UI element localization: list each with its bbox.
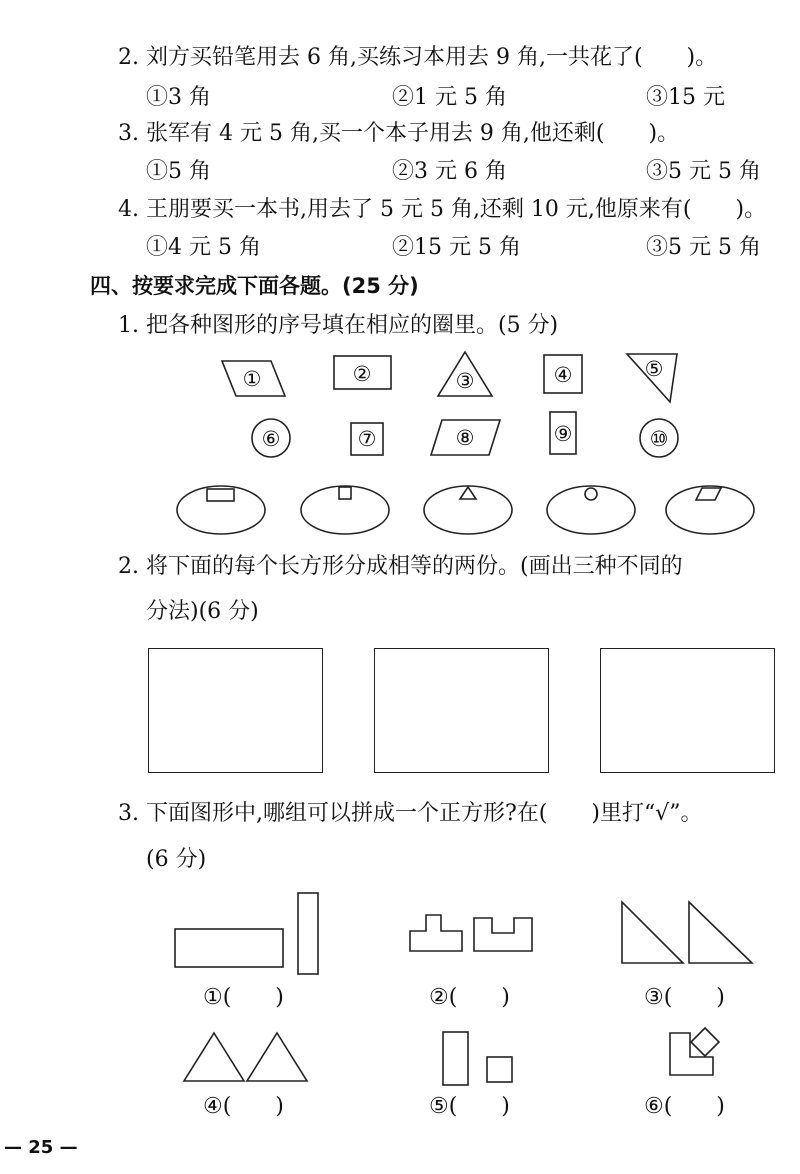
group-4-triangle-left xyxy=(184,1033,244,1081)
page-number: — 25 — xyxy=(4,1137,78,1158)
group-5-square xyxy=(487,1057,512,1082)
q4-2-stem-line1: 2. 将下面的每个长方形分成相等的两份。(画出三种不同的 xyxy=(118,554,683,579)
group-1-long-rectangle xyxy=(175,929,283,967)
sort-circle-rectangle[interactable] xyxy=(177,486,265,534)
answer-blank-5[interactable]: ⑤( ) xyxy=(429,1094,510,1119)
drawing-rectangle-1[interactable] xyxy=(148,648,323,773)
q3-2-option-2: ②1 元 5 角 xyxy=(392,85,507,110)
answer-blank-4[interactable]: ④( ) xyxy=(203,1094,284,1119)
shape-label: ⑤ xyxy=(644,357,664,381)
q3-2-option-3: ③15 元 xyxy=(646,85,725,110)
q3-3-option-1: ①5 角 xyxy=(146,159,211,184)
group-2-t-shape xyxy=(410,915,462,951)
group-3-triangle-left xyxy=(622,902,683,963)
q3-3-option-3: ③5 元 5 角 xyxy=(646,159,761,184)
group-6-rotated-square xyxy=(691,1028,719,1056)
shape-label: ① xyxy=(242,367,262,391)
shape-label: ⑧ xyxy=(455,426,475,450)
q4-3-stem-line1: 3. 下面图形中,哪组可以拼成一个正方形?在( )里打“√”。 xyxy=(118,801,703,826)
circle-marker xyxy=(585,488,597,500)
q3-4-option-3: ③5 元 5 角 xyxy=(646,235,761,260)
sort-circle-square[interactable] xyxy=(301,486,389,534)
section-4-heading: 四、按要求完成下面各题。(25 分) xyxy=(90,274,419,298)
q3-4-option-2: ②15 元 5 角 xyxy=(392,235,521,260)
q4-3-stem-line2: (6 分) xyxy=(146,847,207,872)
answer-blank-2[interactable]: ②( ) xyxy=(429,985,510,1010)
shape-label: ③ xyxy=(455,369,475,393)
shape-label: ② xyxy=(352,362,372,386)
group-5-rectangle xyxy=(443,1032,468,1085)
triangle-marker xyxy=(460,487,476,499)
drawing-rectangle-2[interactable] xyxy=(374,648,549,773)
answer-blank-1[interactable]: ①( ) xyxy=(203,985,284,1010)
shape-label: ⑥ xyxy=(261,427,281,451)
sort-circle-triangle[interactable] xyxy=(424,486,512,534)
q3-3-option-2: ②3 元 6 角 xyxy=(392,159,507,184)
rectangle-marker xyxy=(207,489,234,501)
square-marker xyxy=(339,487,351,499)
q3-4-option-1: ①4 元 5 角 xyxy=(146,235,261,260)
parallelogram-marker xyxy=(696,488,721,500)
q3-4-stem: 4. 王朋要买一本书,用去了 5 元 5 角,还剩 10 元,他原来有( )。 xyxy=(118,197,767,222)
shape-label: ⑩ xyxy=(649,427,669,451)
group-1-tall-rectangle xyxy=(298,893,318,974)
answer-blank-6[interactable]: ⑥( ) xyxy=(644,1094,725,1119)
sort-circle-parallelogram[interactable] xyxy=(666,486,754,534)
group-3-triangle-right xyxy=(689,902,752,963)
q4-1-stem: 1. 把各种图形的序号填在相应的圈里。(5 分) xyxy=(118,313,559,338)
group-2-u-shape xyxy=(474,918,532,951)
sort-circle-circle[interactable] xyxy=(547,486,635,534)
shape-label: ⑦ xyxy=(357,427,377,451)
q3-2-stem: 2. 刘方买铅笔用去 6 角,买练习本用去 9 角,一共花了( )。 xyxy=(118,45,718,70)
drawing-rectangle-3[interactable] xyxy=(600,648,775,773)
q3-3-stem: 3. 张军有 4 元 5 角,买一个本子用去 9 角,他还剩( )。 xyxy=(118,121,680,146)
q3-2-option-1: ①3 角 xyxy=(146,85,211,110)
answer-blank-3[interactable]: ③( ) xyxy=(644,985,725,1010)
q4-2-stem-line2: 分法)(6 分) xyxy=(146,599,259,624)
shape-label: ⑨ xyxy=(553,422,573,446)
shape-label: ④ xyxy=(553,363,573,387)
group-4-triangle-right xyxy=(247,1033,307,1081)
